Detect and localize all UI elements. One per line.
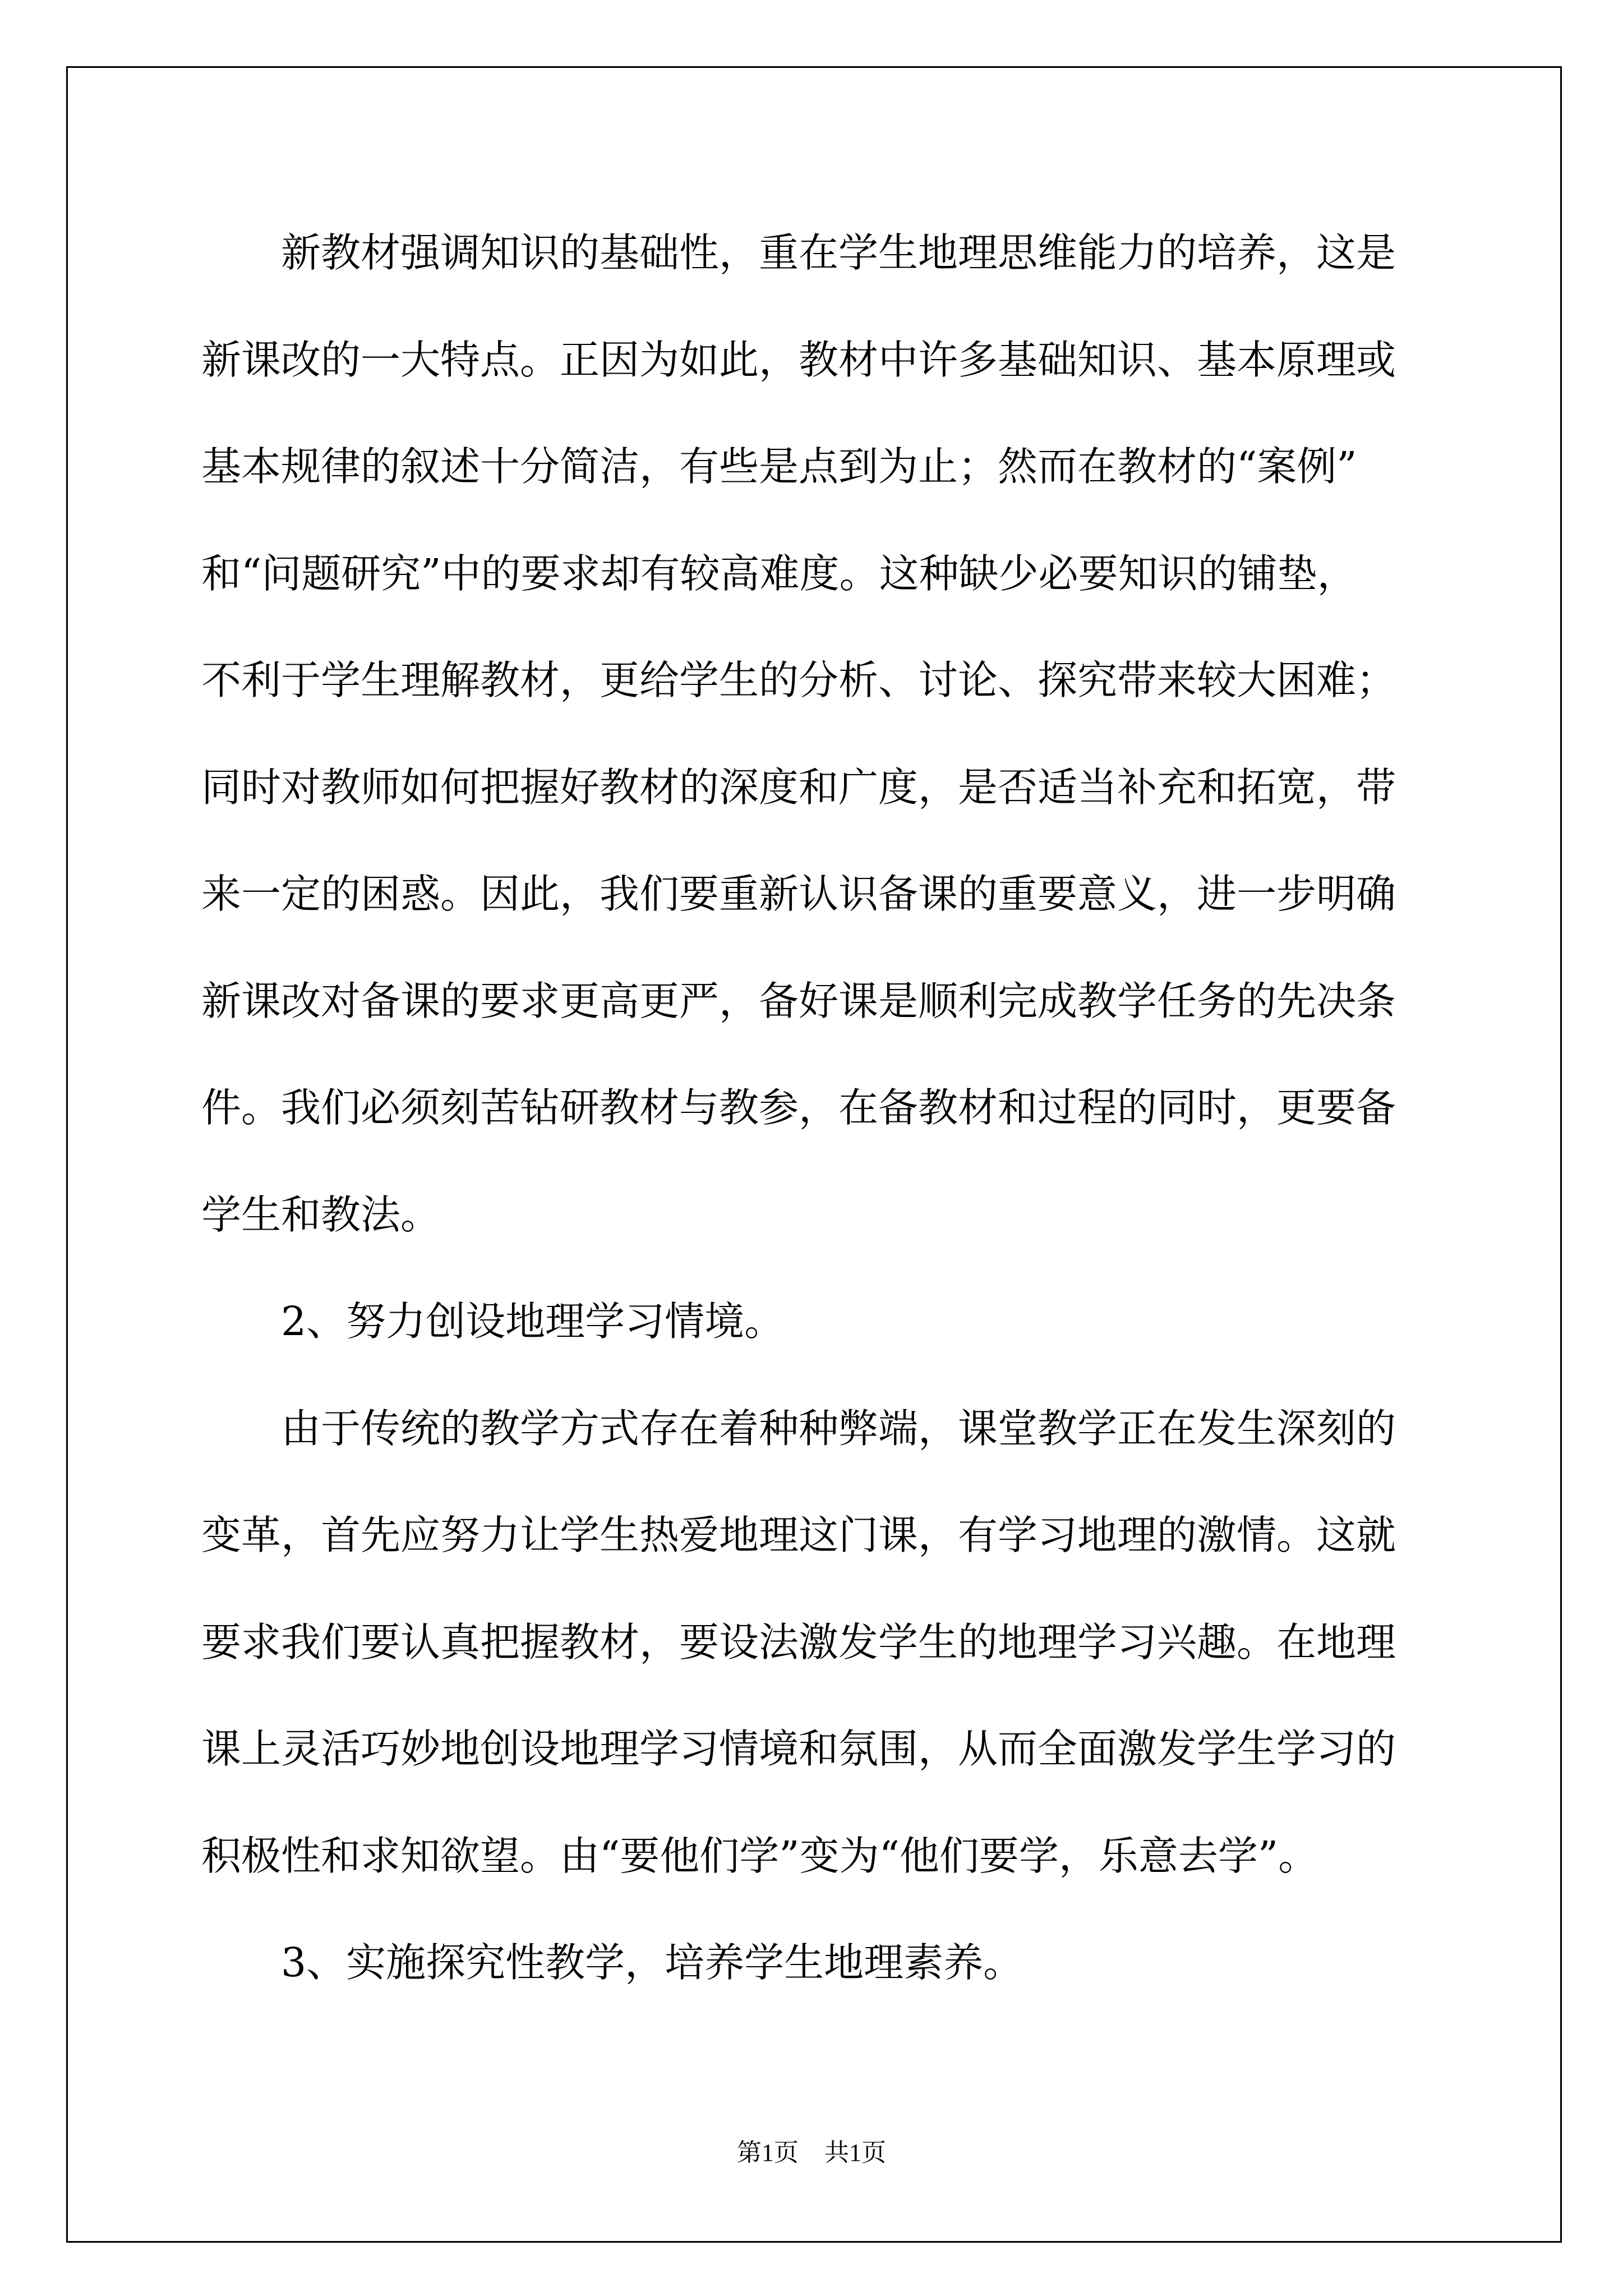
text-line: 件。我们必须刻苦钻研教材与教参，在备教材和过程的同时，更要备 <box>201 1084 1396 1131</box>
text-line: 新教材强调知识的基础性，重在学生地理思维能力的培养，这是 <box>281 229 1396 276</box>
heading-line: 2、努力创设地理学习情境。 <box>281 1298 785 1345</box>
text-line: 同时对教师如何把握好教材的深度和广度，是否适当补充和拓宽，带 <box>201 763 1396 811</box>
text-line: 来一定的困惑。因此，我们要重新认识备课的重要意义，进一步明确 <box>201 871 1396 917</box>
text-line: 课上灵活巧妙地创设地理学习情境和氛围，从而全面激发学生学习的 <box>201 1726 1396 1772</box>
text-line: 新课改对备课的要求更高更严，备好课是顺利完成教学任务的先决条 <box>201 977 1396 1024</box>
text-line: 要求我们要认真把握教材，要设法激发学生的地理学习兴趣。在地理 <box>201 1618 1396 1665</box>
text-line: 由于传统的教学方式存在着种种弊端，课堂教学正在发生深刻的 <box>281 1405 1396 1452</box>
paragraph-textbook-basics <box>201 200 1458 1268</box>
text-line: 积极性和求知欲望。由“要他们学”变为“他们要学，乐意去学”。 <box>201 1832 1318 1879</box>
text-line: 和“问题研究”中的要求却有较高难度。这种缺少必要知识的铺垫， <box>201 550 1357 597</box>
text-line: 学生和教法。 <box>201 1191 441 1238</box>
text-line: 不利于学生理解教材，更给学生的分析、讨论、探究带来较大困难； <box>201 657 1396 703</box>
page-footer: 第1页 共1页 <box>736 2139 887 2166</box>
section-heading-3 <box>201 1910 1458 2017</box>
heading-line: 3、实施探究性教学，培养学生地理素养。 <box>281 1939 1023 1986</box>
text-line: 基本规律的叙述十分简洁，有些是点到为止；然而在教材的“案例” <box>201 443 1357 490</box>
document-body <box>201 200 1458 2017</box>
text-line: 变革，首先应努力让学生热爱地理这门课，有学习地理的激情。这就 <box>201 1512 1396 1558</box>
paragraph-learning-situation <box>201 1375 1458 1910</box>
section-heading-2 <box>201 1268 1458 1375</box>
text-line: 新课改的一大特点。正因为如此，教材中许多基础知识、基本原理或 <box>201 336 1396 383</box>
